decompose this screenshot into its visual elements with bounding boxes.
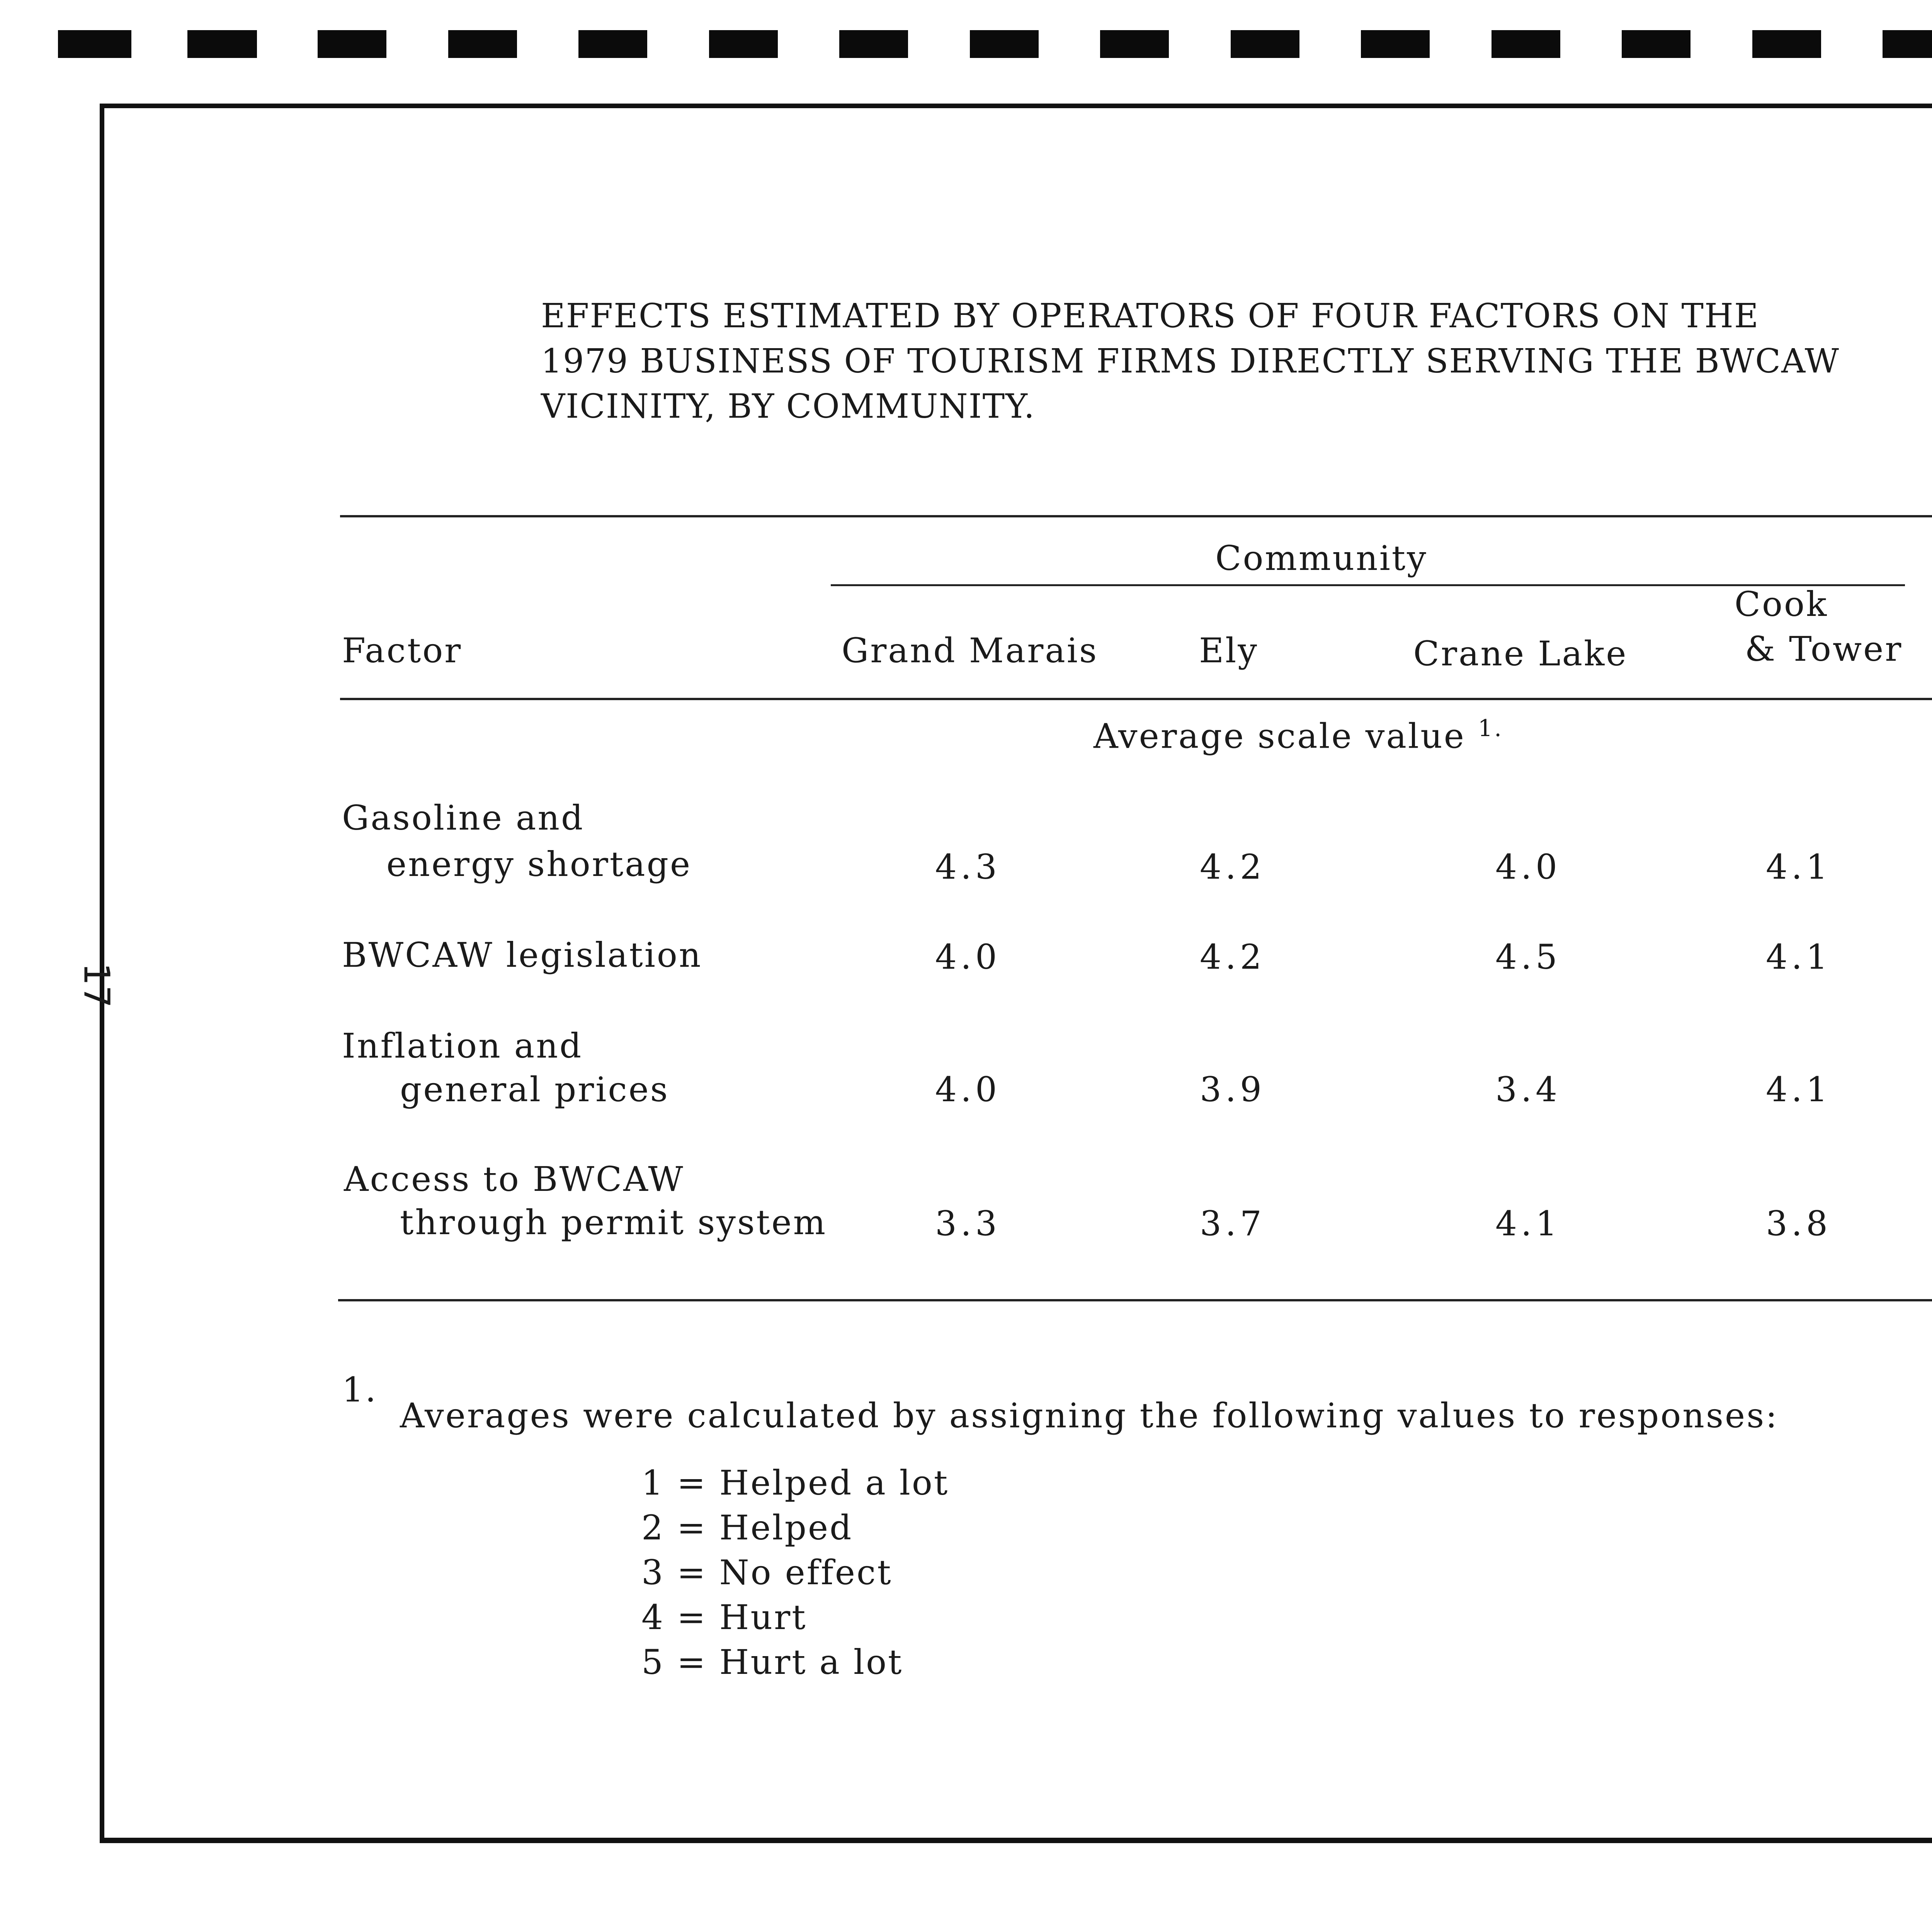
- perforation-mark: [578, 30, 647, 58]
- page-number-text: 17: [76, 963, 117, 1008]
- table-top-rule: [340, 515, 1932, 517]
- column-header-ely: Ely: [1199, 631, 1259, 670]
- row-label-line2: energy shortage: [386, 844, 692, 884]
- perforation-mark: [1752, 30, 1821, 58]
- cell-crane-lake: 4.0: [1495, 847, 1561, 887]
- column-header-grand-marais: Grand Marais: [841, 631, 1099, 670]
- row-label-line1: BWCAW legislation: [342, 935, 702, 975]
- perforation-mark: [1492, 30, 1560, 58]
- footnote-marker: 1.: [342, 1370, 378, 1410]
- perforation-mark: [58, 30, 131, 58]
- cell-ely: 3.7: [1200, 1204, 1265, 1243]
- cell-grand-marais: 3.3: [935, 1204, 1001, 1243]
- factor-column-header: Factor: [342, 631, 463, 670]
- title-line: VICINITY, BY COMMUNITY.: [541, 387, 1036, 426]
- cell-grand-marais: 4.0: [935, 1070, 1001, 1109]
- cell-crane-lake: 4.5: [1495, 937, 1561, 977]
- footnote-text: Averages were calculated by assigning the following values to responses:: [400, 1396, 1779, 1435]
- frame-top-border: [104, 104, 1932, 108]
- title-line: 1979 BUSINESS OF TOURISM FIRMS DIRECTLY SERVING THE BWCAW: [541, 342, 1840, 381]
- footnote-ref: 1.: [1478, 715, 1503, 742]
- perforation-mark: [709, 30, 778, 58]
- cell-cook-tower: 4.1: [1766, 937, 1832, 977]
- cell-cook-tower: 4.1: [1766, 1070, 1832, 1109]
- perforation-mark: [448, 30, 517, 58]
- cell-grand-marais: 4.3: [935, 847, 1001, 887]
- row-label-line2: through permit system: [400, 1202, 827, 1242]
- title-line: EFFECTS ESTIMATED BY OPERATORS OF FOUR FACTORS ON THE: [541, 297, 1759, 335]
- cell-grand-marais: 4.0: [935, 937, 1001, 977]
- average-scale-value-subheader: [1094, 715, 1503, 756]
- cell-ely: 4.2: [1200, 937, 1265, 977]
- table-bottom-rule: [338, 1299, 1932, 1301]
- frame-bottom-border: [100, 1838, 1932, 1843]
- perforation-mark: [318, 30, 386, 58]
- document-title: [541, 294, 1932, 429]
- column-header-crane-lake: Crane Lake: [1413, 634, 1628, 673]
- community-group-header: Community: [1215, 538, 1428, 578]
- perforation-mark: [187, 30, 257, 58]
- cell-ely: 4.2: [1200, 847, 1265, 887]
- row-label-line2: general prices: [400, 1070, 669, 1109]
- perforation-mark: [970, 30, 1039, 58]
- row-label-line1: Access to BWCAW: [344, 1159, 685, 1199]
- perforation-mark: [1361, 30, 1430, 58]
- scale-item: 3 = No effect: [641, 1553, 893, 1592]
- row-label-line1: Inflation and: [342, 1026, 583, 1066]
- column-header-cook: Cook: [1734, 584, 1828, 624]
- response-scale-list: [641, 1461, 949, 1685]
- header-bottom-rule: [340, 698, 1932, 700]
- subheader-text: Average scale value: [1093, 716, 1466, 756]
- perforation-mark: [1883, 30, 1932, 58]
- row-label-line1: Gasoline and: [342, 798, 585, 838]
- cell-ely: 3.9: [1200, 1070, 1265, 1109]
- cell-crane-lake: 3.4: [1495, 1070, 1561, 1109]
- scale-item: 1 = Helped a lot: [641, 1463, 949, 1503]
- scale-item: 2 = Helped: [641, 1508, 853, 1548]
- column-header-tower: & Tower: [1745, 629, 1903, 669]
- scale-item: 4 = Hurt: [641, 1597, 807, 1637]
- perforation-mark: [1231, 30, 1299, 58]
- cell-cook-tower: 3.8: [1766, 1204, 1832, 1243]
- perforation-mark: [1100, 30, 1169, 58]
- perforation-mark: [1622, 30, 1690, 58]
- perforation-mark: [839, 30, 908, 58]
- cell-crane-lake: 4.1: [1495, 1204, 1561, 1243]
- cell-cook-tower: 4.1: [1766, 847, 1832, 887]
- scale-item: 5 = Hurt a lot: [641, 1642, 903, 1682]
